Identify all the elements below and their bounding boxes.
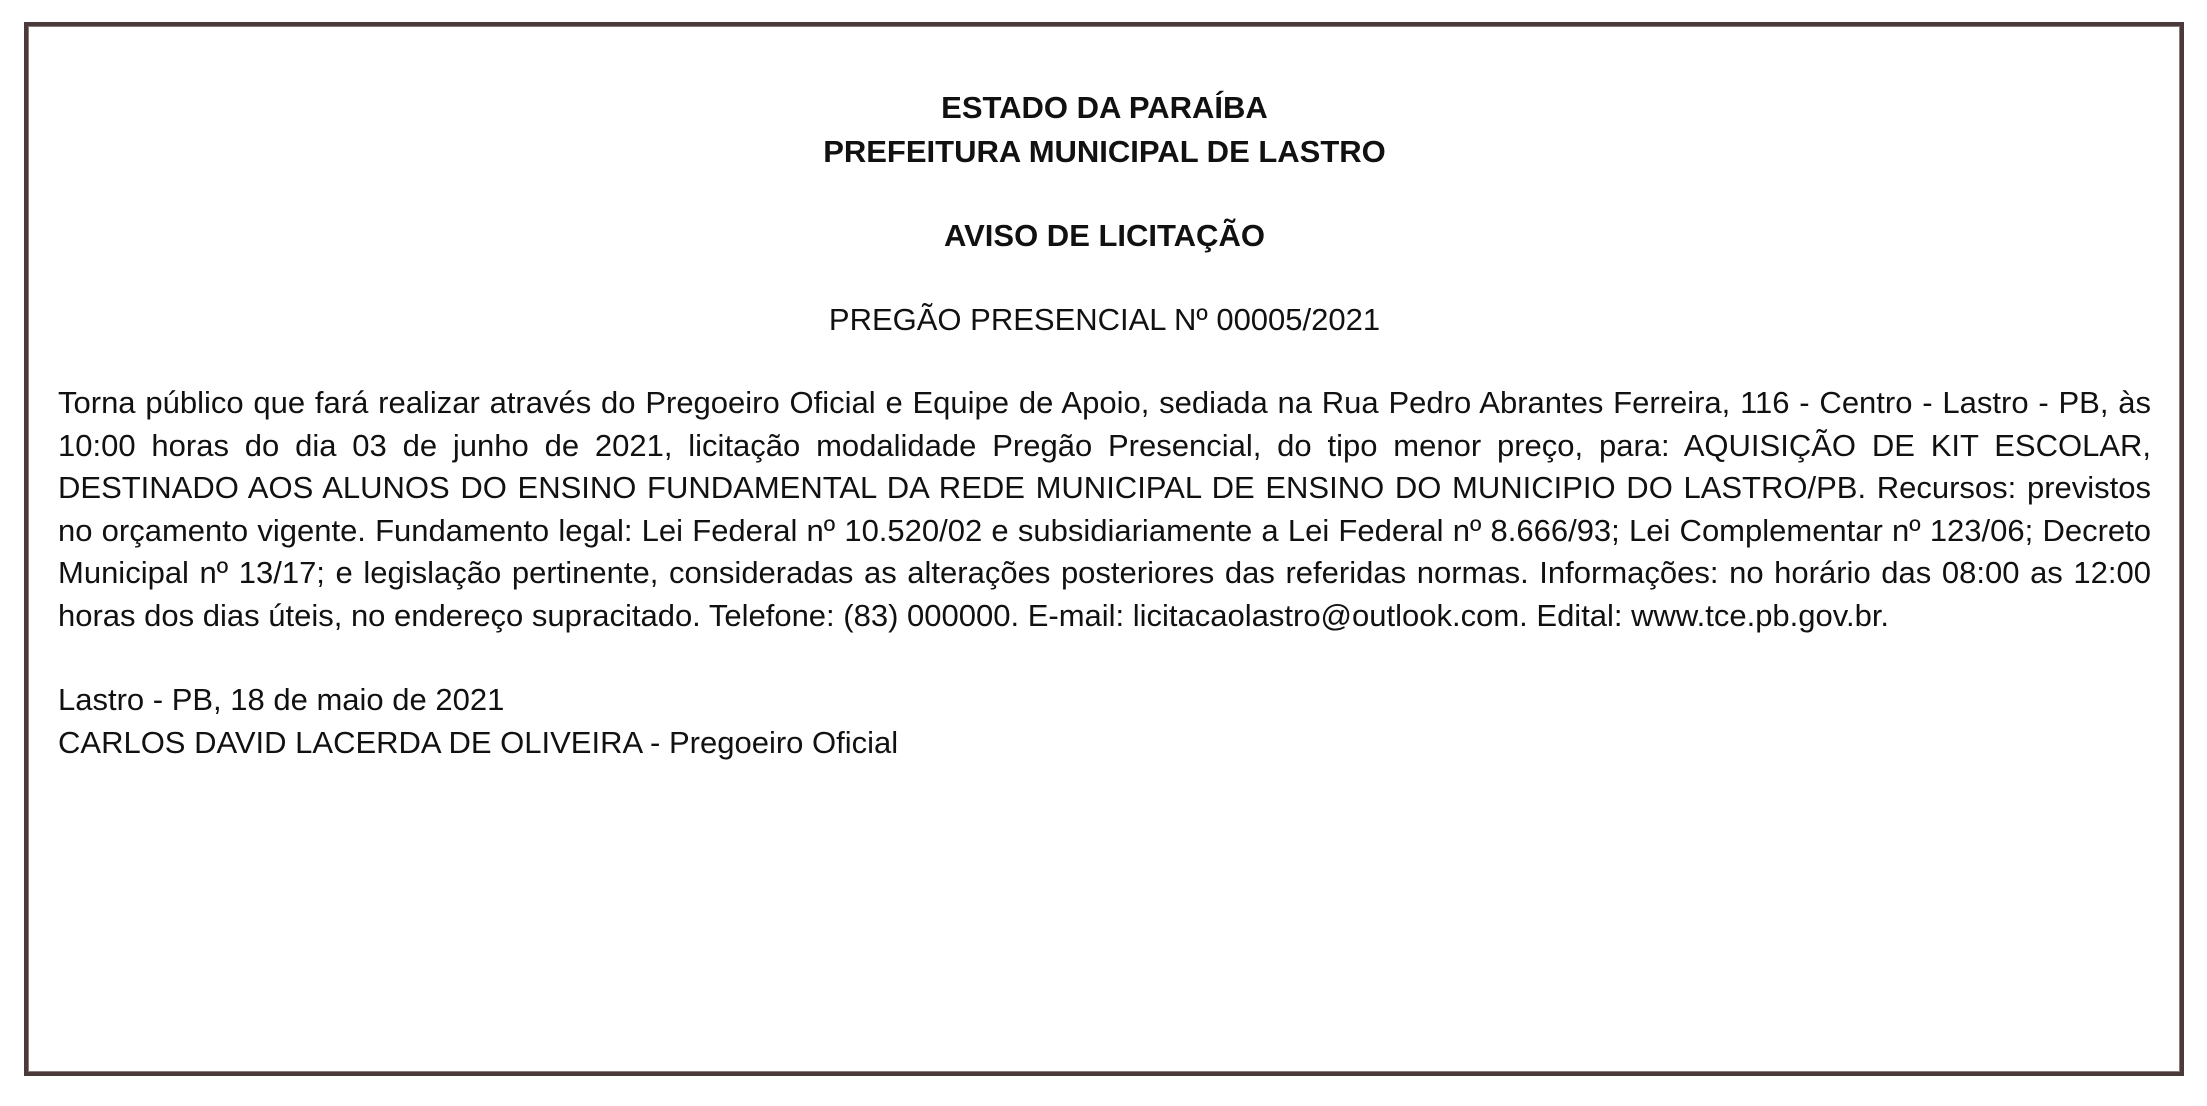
place-date: Lastro - PB, 18 de maio de 2021 <box>58 681 505 717</box>
document-content <box>58 86 2151 764</box>
state-heading: ESTADO DA PARAÍBA <box>941 90 1268 125</box>
signatory: CARLOS DAVID LACERDA DE OLIVEIRA - Pregoeiro Oficial <box>58 724 899 760</box>
city-hall-heading: PREFEITURA MUNICIPAL DE LASTRO <box>823 134 1386 169</box>
process-number: PREGÃO PRESENCIAL Nº 00005/2021 <box>828 302 1381 337</box>
notice-body: Torna público que fará realizar através do Pregoeiro Oficial e Equipe de Apoio, sediada na Rua Pedro Abrantes Ferreira, 116 - Centro - Lastro - PB, às 10:00 horas do dia 03 de junho de 2021, licitação modalidade Pregão Presencial, do tipo menor preço, para: AQUISIÇÃO DE KIT ESCOLAR, DESTINADO AOS ALUNOS DO ENSINO FUNDAMENTAL DA REDE MUNICIPAL DE ENSINO DO MUNICIPIO DO LASTRO/PB. Recursos: previstos no orçamento vigente. Fundamento legal: Lei Federal nº 10.520/02 e subsidiariamente a Lei Federal nº 8.666/93; Lei Complementar nº 123/06; Decreto Municipal nº 13/17; e legislação pertinente, consideradas as alterações posteriores das referidas normas. Informações: no horário das 08:00 as 12:00 horas dos dias úteis, no endereço supracitado. Telefone: (83) 000000. E-mail: licitacaolastro@outlook.com. Edital: www.tce.pb.gov.br. <box>58 385 2151 633</box>
notice-title: AVISO DE LICITAÇÃO <box>944 218 1265 253</box>
